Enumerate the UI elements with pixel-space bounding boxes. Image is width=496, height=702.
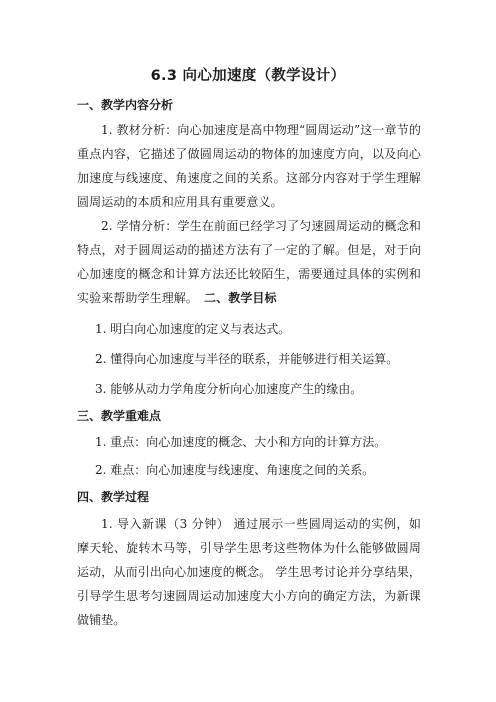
section-heading-content-analysis: 一、教学内容分析 — [77, 98, 174, 112]
student-analysis-text: 2. 学情分析：学生在前面已经学习了匀速圆周运动的概念和特点，对于圆周运动的描述方法有了一定的了解。但是，对于向心加速度的概念和计算方法还比较陌生，需要通过具体的实例和实验来帮助学生理解。 — [77, 219, 421, 305]
key-point-item-2: 2. 难点：向心加速度与线速度、角速度之间的关系。 — [95, 463, 375, 477]
section-heading-key-points: 三、教学重难点 — [77, 409, 162, 423]
goal-item-2: 2. 懂得向心加速度与半径的联系，并能够进行相关运算。 — [95, 352, 399, 366]
section-heading-teaching-process: 四、教学过程 — [77, 490, 150, 504]
goal-item-1: 1. 明白向心加速度的定义与表达式。 — [95, 322, 291, 336]
paragraph-introduction: 1. 导入新课（3 分钟） 通过展示一些圆周运动的实例，如摩天轮、旋转木马等，引导学生思考这些物体为什么能够做圆周运动，从而引出向心加速度的概念。 学生思考讨论并分享结果，引导学生思考匀速圆周运动加速度大小方向的确定方法，为新课做铺垫。 — [77, 517, 421, 627]
document-title: 6.3 向心加速度（教学设计） — [150, 68, 346, 84]
section-heading-teaching-goals: 二、教学目标 — [204, 291, 277, 305]
key-point-item-1: 1. 重点：向心加速度的概念、大小和方向的计算方法。 — [95, 435, 387, 449]
paragraph-textbook-analysis: 1. 教材分析：向心加速度是高中物理“圆周运动”这一章节的重点内容，它描述了做圆周运动的物体的加速度方向，以及向心加速度与线速度、角速度之间的关系。这部分内容对于学生理解圆周运动的本质和应用具有重要意义。 — [77, 123, 421, 209]
paragraph-student-analysis — [77, 214, 421, 310]
goal-item-3: 3. 能够从动力学角度分析向心加速度产生的缘由。 — [95, 382, 363, 396]
